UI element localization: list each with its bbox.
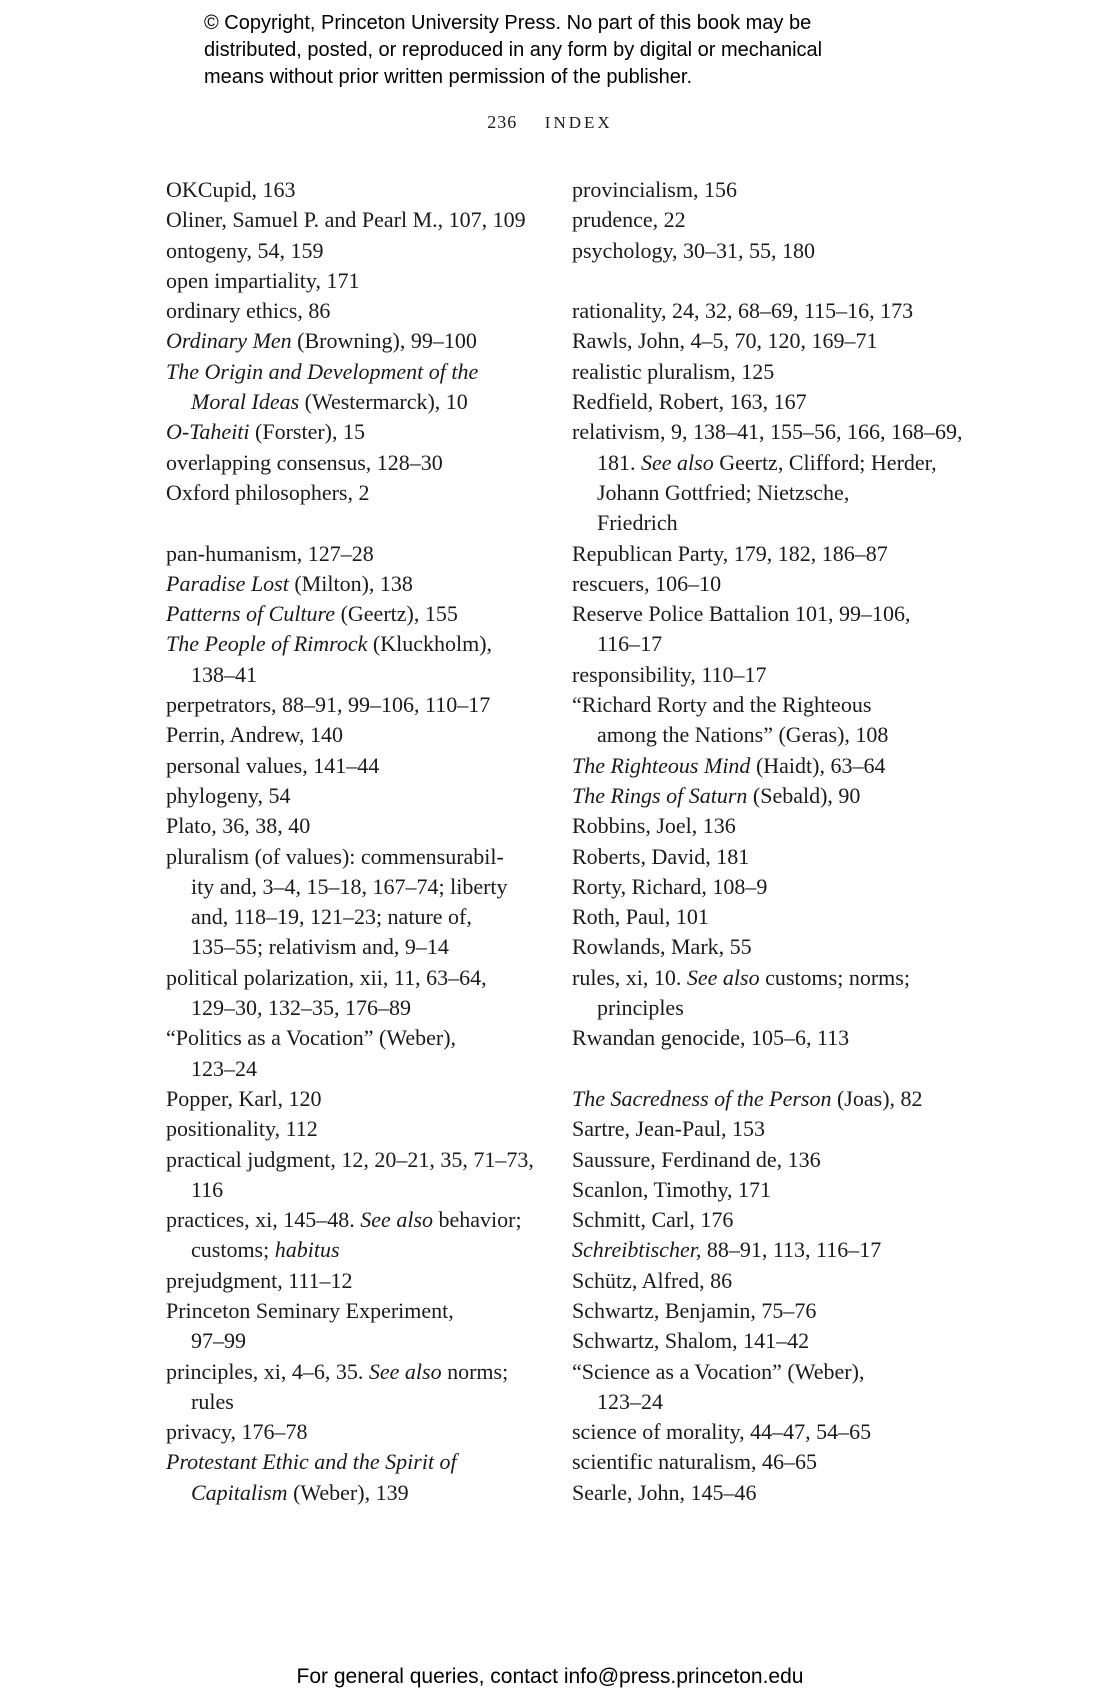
entry-text: ontogeny, 54, 159 [166, 237, 324, 263]
entry-text: 138–41 [191, 661, 257, 687]
entry-text: rationality, 24, 32, 68–69, 115–16, 173 [572, 298, 914, 324]
index-entry [166, 751, 566, 781]
entry-text: (Haidt), 63–64 [750, 752, 886, 778]
entry-text-italic: Moral Ideas [191, 389, 300, 415]
index-column-right [572, 175, 972, 1508]
index-entry [166, 629, 566, 659]
index-entry [572, 811, 972, 841]
entry-text: OKCupid, 163 [166, 177, 296, 202]
index-entry [572, 1357, 972, 1387]
entry-text: realistic pluralism, 125 [572, 358, 775, 384]
index-entry [166, 236, 566, 266]
entry-text: science of morality, 44–47, 54–65 [572, 1419, 872, 1445]
index-entry [572, 781, 972, 811]
index-entry [572, 1175, 972, 1205]
index-entry [166, 205, 566, 235]
index-entry-continuation [572, 1387, 972, 1417]
index-entry [166, 690, 566, 720]
entry-text: privacy, 176–78 [166, 1419, 308, 1445]
entry-text: Perrin, Andrew, 140 [166, 722, 343, 748]
index-entry-continuation [166, 902, 566, 932]
index-entry [166, 266, 566, 296]
index-entry-continuation [572, 478, 972, 508]
entry-text: Rorty, Richard, 108–9 [572, 873, 768, 899]
index-entry-continuation [166, 1478, 566, 1508]
copyright-line: distributed, posted, or reproduced in any form by digital or mechanical [204, 39, 823, 61]
index-entry [166, 811, 566, 841]
index-entry-continuation [166, 1175, 566, 1205]
entry-text: “Science as a Vocation” (Weber), [572, 1358, 865, 1384]
entry-text: 129–30, 132–35, 176–89 [191, 995, 411, 1021]
entry-text: open impartiality, 171 [166, 267, 360, 293]
entry-text: overlapping consensus, 128–30 [166, 449, 443, 475]
entry-text: 123–24 [597, 1388, 663, 1414]
entry-text: behavior; [433, 1207, 522, 1233]
index-entry [572, 1326, 972, 1356]
entry-text: (Joas), 82 [831, 1085, 923, 1111]
entry-text: political polarization, xii, 11, 63–64, [166, 964, 487, 990]
entry-text-italic: The People of Rimrock [166, 631, 368, 657]
index-entry-continuation [166, 1235, 566, 1265]
index-entry-continuation [166, 1054, 566, 1084]
index-entry [572, 1023, 972, 1053]
entry-text: 181. [597, 449, 641, 475]
entry-text: rules [191, 1388, 234, 1414]
entry-text: Scanlon, Timothy, 171 [572, 1176, 772, 1202]
entry-text: pluralism (of values): commensurabil- [166, 843, 504, 869]
entry-text-italic: Patterns of Culture [166, 601, 336, 627]
copyright-notice [204, 10, 924, 91]
index-entry [572, 417, 972, 447]
index-entry-continuation [166, 660, 566, 690]
index-entry [166, 1447, 566, 1477]
entry-text: prejudgment, 111–12 [166, 1267, 353, 1293]
copyright-line: means without prior written permission of the publisher. [204, 66, 693, 88]
index-entry [572, 1235, 972, 1265]
index-entry [166, 569, 566, 599]
entry-text: customs; norms; [759, 964, 910, 990]
entry-text: Rowlands, Mark, 55 [572, 934, 752, 960]
index-entry-continuation [572, 720, 972, 750]
entry-text: and, 118–19, 121–23; nature of, [191, 904, 472, 930]
entry-text-italic: Paradise Lost [166, 570, 289, 596]
entry-text-italic: The Rings of Saturn [572, 782, 748, 808]
index-entry [166, 1023, 566, 1053]
entry-text: psychology, 30–31, 55, 180 [572, 237, 816, 263]
index-entry [166, 1296, 566, 1326]
index-entry [166, 720, 566, 750]
entry-text-italic: habitus [274, 1237, 340, 1263]
entry-text: Rawls, John, 4–5, 70, 120, 169–71 [572, 328, 878, 354]
entry-text: Roberts, David, 181 [572, 843, 750, 869]
entry-text-italic: The Origin and Development of the [166, 358, 479, 384]
index-entry [166, 1205, 566, 1235]
entry-text: ity and, 3–4, 15–18, 167–74; liberty [191, 873, 508, 899]
entry-text: “Richard Rorty and the Righteous [572, 692, 872, 718]
index-entry [572, 326, 972, 356]
index-entry [572, 1296, 972, 1326]
entry-text: customs; [191, 1237, 275, 1263]
index-entry-continuation [166, 932, 566, 962]
index-entry-continuation [166, 1387, 566, 1417]
entry-text: pan-humanism, 127–28 [166, 540, 374, 566]
entry-text: practices, xi, 145–48. [166, 1207, 361, 1233]
entry-spacer [572, 266, 972, 296]
entry-text: principles [597, 995, 684, 1021]
index-entry-continuation [572, 508, 972, 538]
entry-text: Schütz, Alfred, 86 [572, 1267, 733, 1293]
entry-text: prudence, 22 [572, 207, 686, 233]
index-entry [572, 569, 972, 599]
entry-text: perpetrators, 88–91, 99–106, 110–17 [166, 692, 491, 718]
entry-text: Geertz, Clifford; Herder, [713, 449, 937, 475]
index-entry [166, 296, 566, 326]
entry-text-italic: Ordinary Men [166, 328, 292, 354]
entry-text-italic: See also [686, 964, 760, 990]
entry-text-italic: See also [360, 1207, 433, 1233]
entry-text: (Kluckholm), [367, 631, 493, 657]
index-entry [166, 842, 566, 872]
index-entry-continuation [572, 993, 972, 1023]
index-entry [166, 1417, 566, 1447]
index-entry [166, 417, 566, 447]
index-entry [166, 781, 566, 811]
entry-spacer [166, 508, 566, 538]
entry-text: provincialism, 156 [572, 177, 737, 202]
entry-text: 123–24 [191, 1055, 257, 1081]
entry-text: (Weber), 139 [287, 1479, 409, 1505]
entry-spacer [572, 1054, 972, 1084]
entry-text: (Westermarck), 10 [299, 389, 468, 415]
entry-text: Oxford philosophers, 2 [166, 479, 370, 505]
index-entry [572, 1205, 972, 1235]
entry-text: 116–17 [597, 631, 663, 657]
index-entry-continuation [166, 872, 566, 902]
section-title: INDEX [544, 113, 613, 132]
index-entry [166, 539, 566, 569]
entry-text: Plato, 36, 38, 40 [166, 813, 311, 839]
entry-text: Saussure, Ferdinand de, 136 [572, 1146, 821, 1172]
entry-text-italic: Capitalism [191, 1479, 288, 1505]
index-entry [166, 1084, 566, 1114]
index-entry [572, 660, 972, 690]
index-entry [572, 387, 972, 417]
index-entry [572, 175, 972, 205]
page-number: 236 [487, 112, 518, 132]
entry-text: phylogeny, 54 [166, 782, 291, 808]
entry-text: (Geertz), 155 [335, 601, 458, 627]
index-entry [572, 539, 972, 569]
entry-text: (Sebald), 90 [747, 782, 861, 808]
index-entry [166, 448, 566, 478]
index-column-left [166, 175, 566, 1508]
entry-text: (Milton), 138 [288, 570, 413, 596]
entry-text: positionality, 112 [166, 1116, 318, 1142]
index-entry [166, 1266, 566, 1296]
index-entry [572, 751, 972, 781]
index-entry [572, 1478, 972, 1508]
index-entry [572, 932, 972, 962]
entry-text-italic: See also [641, 449, 714, 475]
copyright-line: © Copyright, Princeton University Press. No part of this book may be [204, 12, 812, 34]
entry-text-italic: The Sacredness of the Person [572, 1085, 832, 1111]
entry-text: (Browning), 99–100 [291, 328, 477, 354]
footer-contact: For general queries, contact info@press.princeton.edu [296, 1665, 804, 1688]
index-entry [572, 690, 972, 720]
entry-text: relativism, 9, 138–41, 155–56, 166, 168–69, [572, 419, 963, 445]
index-entry [572, 1447, 972, 1477]
index-entry [572, 357, 972, 387]
entry-text: Oliner, Samuel P. and Pearl M., 107, 109 [166, 207, 526, 233]
entry-text: 97–99 [191, 1328, 246, 1354]
entry-text-italic: Protestant Ethic and the Spirit of [166, 1449, 457, 1475]
index-entry [166, 963, 566, 993]
entry-text: scientific naturalism, 46–65 [572, 1449, 817, 1475]
index-entry [572, 902, 972, 932]
index-entry [572, 236, 972, 266]
index-entry [166, 478, 566, 508]
index-entry [166, 1114, 566, 1144]
entry-text-italic: Schreibtischer, [572, 1237, 702, 1263]
entry-text-italic: See also [368, 1358, 442, 1384]
entry-text: “Politics as a Vocation” (Weber), [166, 1025, 457, 1051]
index-entry [572, 599, 972, 629]
index-entry [572, 1145, 972, 1175]
entry-text: norms; [441, 1358, 509, 1384]
entry-text: Roth, Paul, 101 [572, 904, 709, 930]
entry-text: rules, xi, 10. [572, 964, 687, 990]
entry-text: Princeton Seminary Experiment, [166, 1297, 454, 1323]
entry-text: Searle, John, 145–46 [572, 1479, 757, 1505]
entry-text: Schwartz, Shalom, 141–42 [572, 1328, 810, 1354]
entry-text: Rwandan genocide, 105–6, 113 [572, 1025, 850, 1051]
index-entry [572, 1114, 972, 1144]
index-entry [572, 872, 972, 902]
index-entry-continuation [572, 448, 972, 478]
index-entry [572, 1417, 972, 1447]
entry-text: Redfield, Robert, 163, 167 [572, 389, 807, 415]
index-entry-continuation [166, 1326, 566, 1356]
index-entry [166, 326, 566, 356]
entry-text: Schmitt, Carl, 176 [572, 1207, 734, 1233]
index-entry [166, 599, 566, 629]
entry-text: Popper, Karl, 120 [166, 1085, 322, 1111]
entry-text: ordinary ethics, 86 [166, 298, 331, 324]
index-entry [572, 296, 972, 326]
entry-text: principles, xi, 4–6, 35. [166, 1358, 369, 1384]
running-head [0, 112, 1100, 133]
entry-text: among the Nations” (Geras), 108 [597, 722, 889, 748]
index-entry [572, 1266, 972, 1296]
index-entry [166, 1145, 566, 1175]
index-entry [572, 963, 972, 993]
entry-text: 88–91, 113, 116–17 [701, 1237, 882, 1263]
entry-text-italic: The Righteous Mind [572, 752, 751, 778]
entry-text: practical judgment, 12, 20–21, 35, 71–73, [166, 1146, 534, 1172]
entry-text: Friedrich [597, 510, 678, 536]
entry-text: Robbins, Joel, 136 [572, 813, 736, 839]
index-entry-continuation [572, 629, 972, 659]
entry-text: (Forster), 15 [249, 419, 366, 445]
index-entry [572, 1084, 972, 1114]
index-entry [166, 1357, 566, 1387]
index-entry [572, 205, 972, 235]
entry-text: Republican Party, 179, 182, 186–87 [572, 540, 888, 566]
entry-text: rescuers, 106–10 [572, 570, 722, 596]
index-entry [166, 357, 566, 387]
entry-text: responsibility, 110–17 [572, 661, 767, 687]
entry-text-italic: O-Taheiti [166, 419, 250, 445]
index-entry [572, 842, 972, 872]
entry-text: Sartre, Jean-Paul, 153 [572, 1116, 766, 1142]
entry-text: Schwartz, Benjamin, 75–76 [572, 1297, 817, 1323]
index-entry-continuation [166, 387, 566, 417]
entry-text: 116 [191, 1176, 224, 1202]
entry-text: personal values, 141–44 [166, 752, 380, 778]
index-entry [166, 175, 566, 205]
entry-text: 135–55; relativism and, 9–14 [191, 934, 449, 960]
index-entry-continuation [166, 993, 566, 1023]
entry-text: Johann Gottfried; Nietzsche, [597, 479, 850, 505]
entry-text: Reserve Police Battalion 101, 99–106, [572, 601, 911, 627]
